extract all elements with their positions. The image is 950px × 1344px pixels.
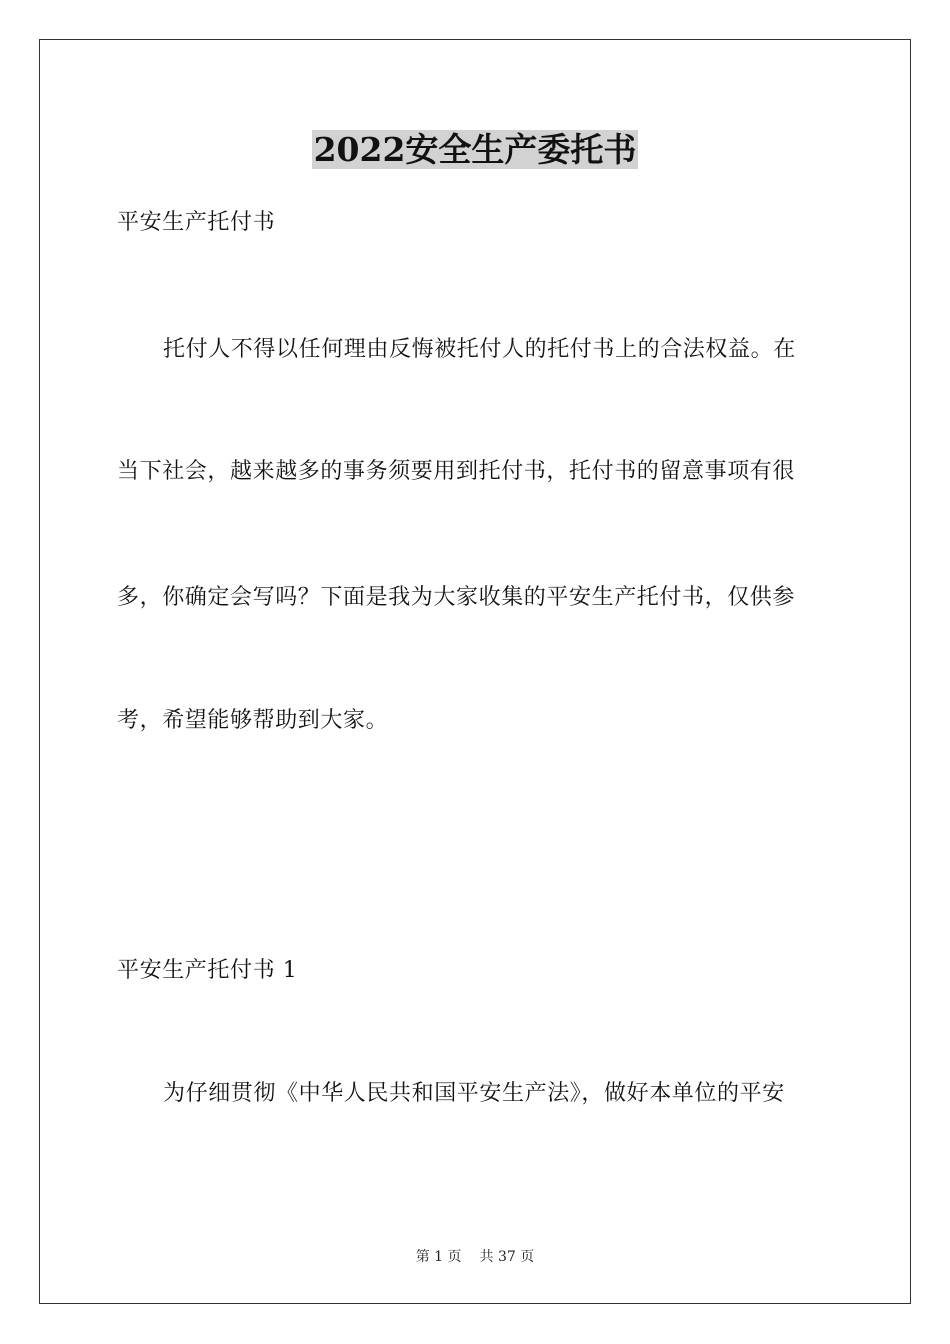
section-heading: 平安生产托付书 (117, 210, 276, 235)
paragraph-line: 当下社会，越来越多的事务须要用到托付书，托付书的留意事项有很 (117, 459, 796, 484)
paragraph-line: 为仔细贯彻《中华人民共和国平安生产法》，做好本单位的平安 (163, 1081, 785, 1106)
paragraph-line: 多，你确定会写吗？下面是我为大家收集的平安生产托付书，仅供参 (117, 585, 796, 610)
section-heading: 平安生产托付书 1 (117, 958, 298, 983)
page-number: 第 1 页 (415, 1249, 462, 1265)
page-footer (0, 1248, 950, 1266)
paragraph-line: 考，希望能够帮助到大家。 (117, 708, 389, 733)
document-title (0, 126, 950, 174)
page-total: 共 37 页 (479, 1249, 535, 1265)
paragraph-line: 托付人不得以任何理由反悔被托付人的托付书上的合法权益。在 (163, 337, 796, 362)
document-title-text: 2022安全生产委托书 (313, 130, 637, 169)
